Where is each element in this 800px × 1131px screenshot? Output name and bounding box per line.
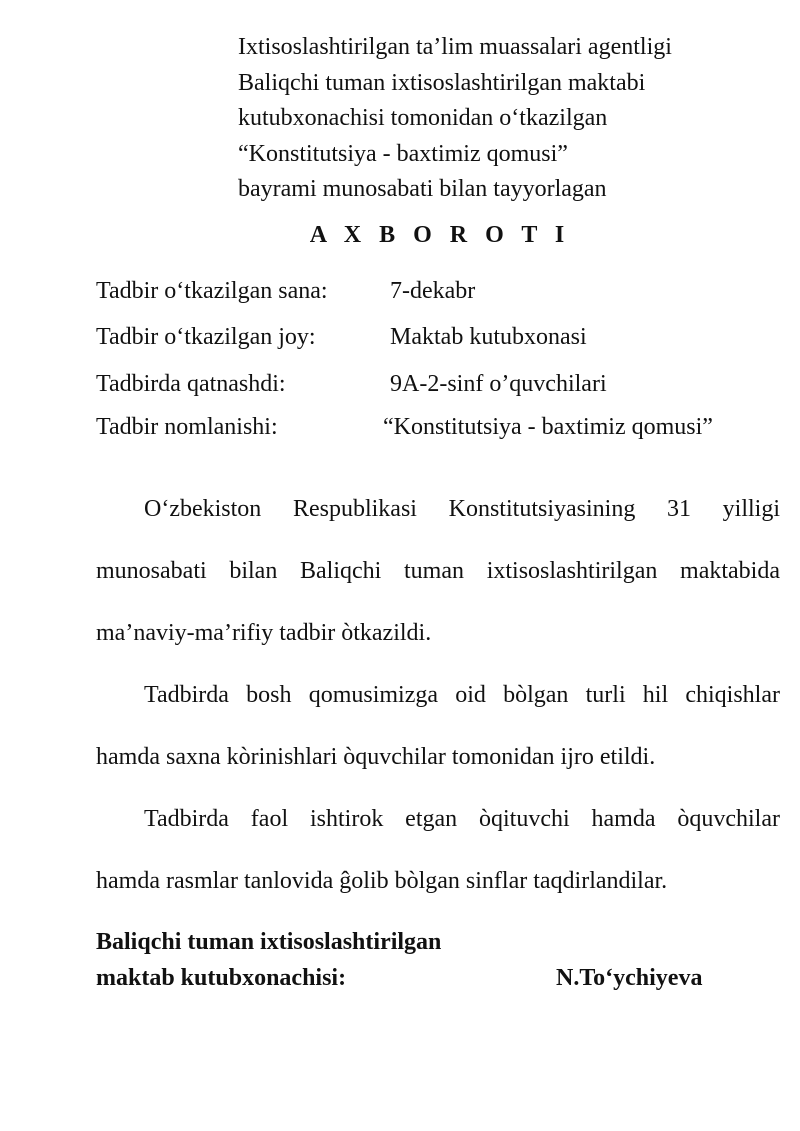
info-label: Tadbir o‘tkazilgan joy: (96, 324, 316, 350)
document-heading (238, 30, 778, 208)
paragraph-line: hamda rasmlar tanlovida ĝolib bòlgan sinflar taqdirlandilar. (96, 868, 668, 894)
signature-position: Baliqchi tuman ixtisoslashtirilgan (96, 929, 442, 955)
info-value: 9A-2-sinf o’quvchilari (390, 371, 607, 397)
info-label: Tadbirda qatnashdi: (96, 371, 286, 397)
heading-line: bayrami munosabati bilan tayyorlagan (238, 176, 607, 202)
paragraph-line: Tadbirda faol ishtirok etgan òqituvchi hamda òquvchilar (144, 806, 780, 832)
heading-line: kutubxonachisi tomonidan o‘tkazilgan (238, 105, 608, 131)
paragraph-line: hamda saxna kòrinishlari òquvchilar tomonidan ijro etildi. (96, 744, 656, 770)
paragraph-line: munosabati bilan Baliqchi tuman ixtisoslashtirilgan maktabida (96, 558, 780, 584)
info-value: “Konstitutsiya - baxtimiz qomusi” (383, 414, 713, 440)
info-label: Tadbir o‘tkazilgan sana: (96, 278, 328, 304)
paragraph-line: O‘zbekiston Respublikasi Konstitutsiyasining 31 yilligi (144, 496, 780, 522)
signature-title: maktab kutubxonachisi: (96, 965, 347, 991)
info-value: 7-dekabr (390, 278, 476, 304)
document-title: A X B O R O T I (309, 222, 571, 248)
info-label: Tadbir nomlanishi: (96, 414, 278, 440)
heading-line: “Konstitutsiya - baxtimiz qomusi” (238, 140, 568, 167)
signer-name: N.To‘ychiyeva (556, 965, 703, 991)
heading-line: Ixtisoslashtirilgan ta’lim muassalari agentligi (238, 34, 672, 60)
paragraph-line: Tadbirda bosh qomusimizga oid bòlgan turli hil chiqishlar (144, 682, 780, 708)
paragraph-line: ma’naviy-ma’rifiy tadbir òtkazildi. (96, 620, 432, 646)
heading-line: Baliqchi tuman ixtisoslashtirilgan maktabi (238, 69, 646, 96)
info-value: Maktab kutubxonasi (390, 324, 587, 350)
